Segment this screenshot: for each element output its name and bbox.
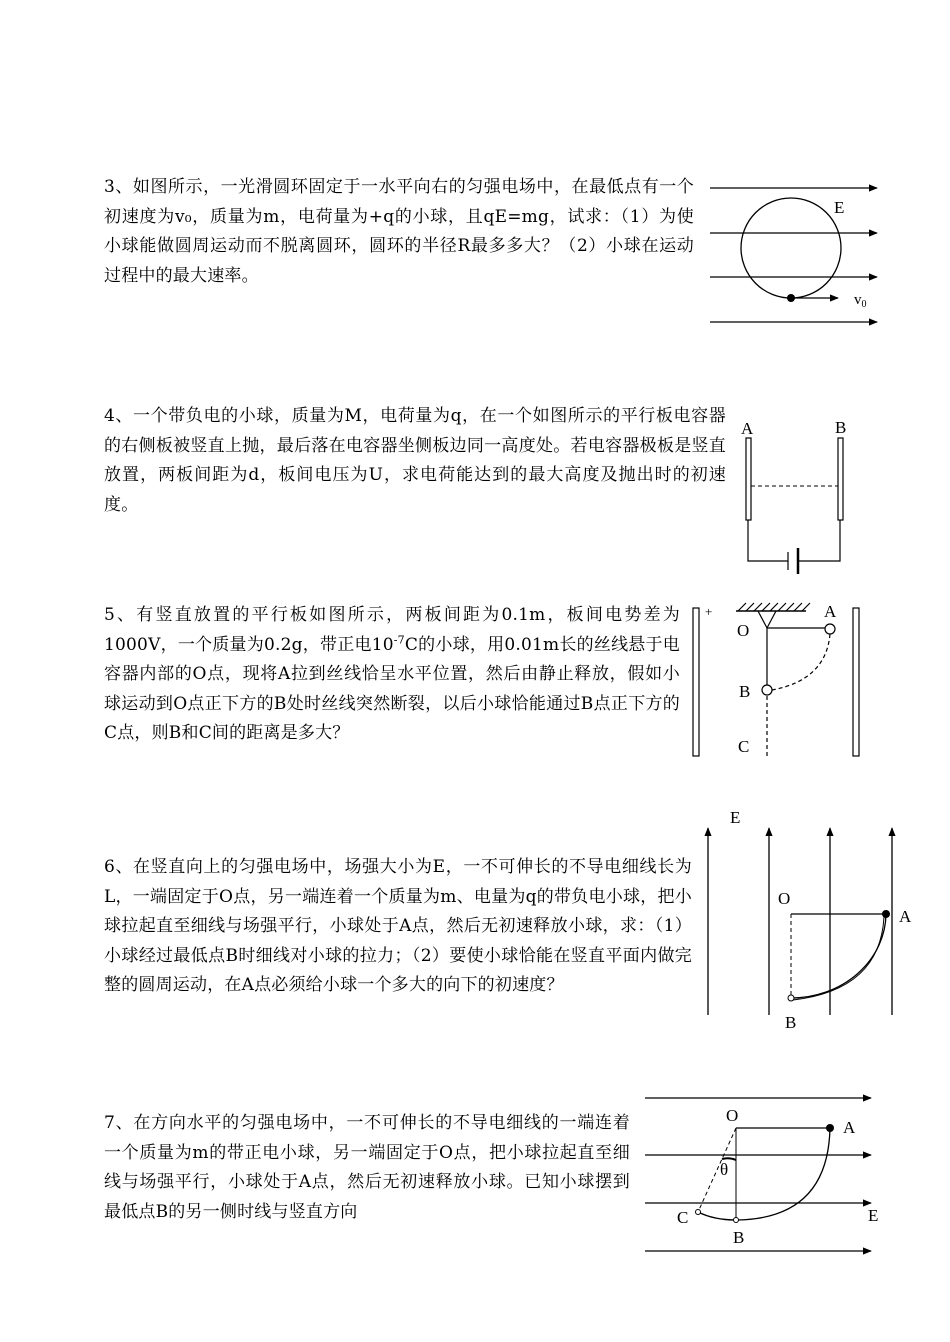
problem-5-text-b: C的小球，用0.01m长的丝线悬于电容器内部的O点，现将A拉到丝线恰呈水平位置，然后由静止释放，假如小球运动到O点正下方的B处时丝线突然断裂，以后小球恰能通过B点正下方的C点，则B和C间的距离是多大？ <box>104 634 680 743</box>
chord-path <box>793 917 884 1000</box>
problem-3-text: 3、如图所示，一光滑圆环固定于一水平向右的匀强电场中，在最低点有一个初速度为v₀，质量为m，电荷量为+q的小球，且qE=mg，试求：（1）为使小球能做圆周运动而不脱离圆环，圆环的半径R最多多大？（2）小球在运动过程中的最大速率。 <box>104 177 694 286</box>
ball-A <box>825 624 835 634</box>
label-E: E <box>834 198 845 217</box>
problem-6-text: 6、在竖直向上的匀强电场中，场强大小为E，一不可伸长的不导电细线长为L，一端固定于O点，另一端连着一个质量为m、电量为q的带负电小球，把小球拉起直至细线与场强平行，小球处于A点，然后无初速释放小球，求：（1）小球经过最低点B时细线对小球的拉力；（2）要使小球恰能在竖直平面内做完整的圆周运动，在A点必须给小球一个多大的向下的初速度？ <box>104 857 692 995</box>
label-v-sub: 0 <box>861 299 867 310</box>
label-O: O <box>778 889 791 908</box>
label-v: v <box>854 292 862 308</box>
label-A: A <box>741 419 754 438</box>
label-C: C <box>738 737 750 756</box>
figure-5 <box>693 602 859 756</box>
arc-path <box>791 914 886 998</box>
problem-5-text-a: 5、有竖直放置的平行板如图所示，两板间距为0.1m，板间电势差为1000V，一个质量为0.2g，带正电10 <box>104 605 680 655</box>
label-A: A <box>843 1118 856 1137</box>
problem-5-exponent: -7 <box>393 632 405 646</box>
ball-B <box>762 685 772 695</box>
plate-B <box>838 438 843 520</box>
circuit-wire <box>748 520 840 561</box>
figure-3 <box>710 188 877 322</box>
label-E: E <box>868 1206 879 1225</box>
problem-7-text: 7、在方向水平的匀强电场中，一不可伸长的不导电细线的一端连着一个质量为m的带正电小球，另一端固定于O点，把小球拉起直至细线与场强平行，小球处于A点，然后无初速释放小球。已知小球摆到最低点B的另一侧时线与竖直方向 <box>104 1113 630 1222</box>
label-B: B <box>739 682 751 701</box>
left-plate <box>693 608 699 756</box>
label-O: O <box>737 621 750 640</box>
label-A: A <box>899 907 912 926</box>
label-O: O <box>726 1106 739 1125</box>
label-A: A <box>824 602 837 621</box>
label-E: E <box>730 808 741 827</box>
figure-7 <box>645 1098 878 1251</box>
problem-4-text: 4、一个带负电的小球，质量为M，电荷量为q，在一个如图所示的平行板电容器的右侧板被竖直上抛，最后落在电容器坐侧板边同一高度处。若电容器极板是竖直放置，两板间距为d，板间电压为U，求电荷能达到的最大高度及抛出时的初速度。 <box>104 406 726 515</box>
pivot-mount <box>758 611 776 628</box>
label-v0 <box>854 292 867 310</box>
point-B <box>788 995 794 1001</box>
point-B <box>734 1218 739 1223</box>
plus-sign: + <box>705 604 713 619</box>
ball-A <box>882 910 890 918</box>
dashed-OC <box>698 1128 736 1212</box>
label-C: C <box>677 1208 689 1227</box>
label-B: B <box>835 418 847 437</box>
ball-A <box>826 1124 834 1132</box>
ring <box>741 198 841 298</box>
label-theta: θ <box>720 1160 729 1179</box>
ceiling-hatch <box>738 603 810 611</box>
label-B: B <box>733 1228 745 1247</box>
point-C <box>696 1210 701 1215</box>
figure-6 <box>708 808 912 1032</box>
arc-AB <box>738 1128 830 1220</box>
arc-BC <box>698 1212 736 1220</box>
right-plate <box>853 608 859 756</box>
swing-path <box>772 634 830 690</box>
figure-4 <box>741 418 846 574</box>
plate-A <box>746 438 751 520</box>
label-B: B <box>785 1013 797 1032</box>
